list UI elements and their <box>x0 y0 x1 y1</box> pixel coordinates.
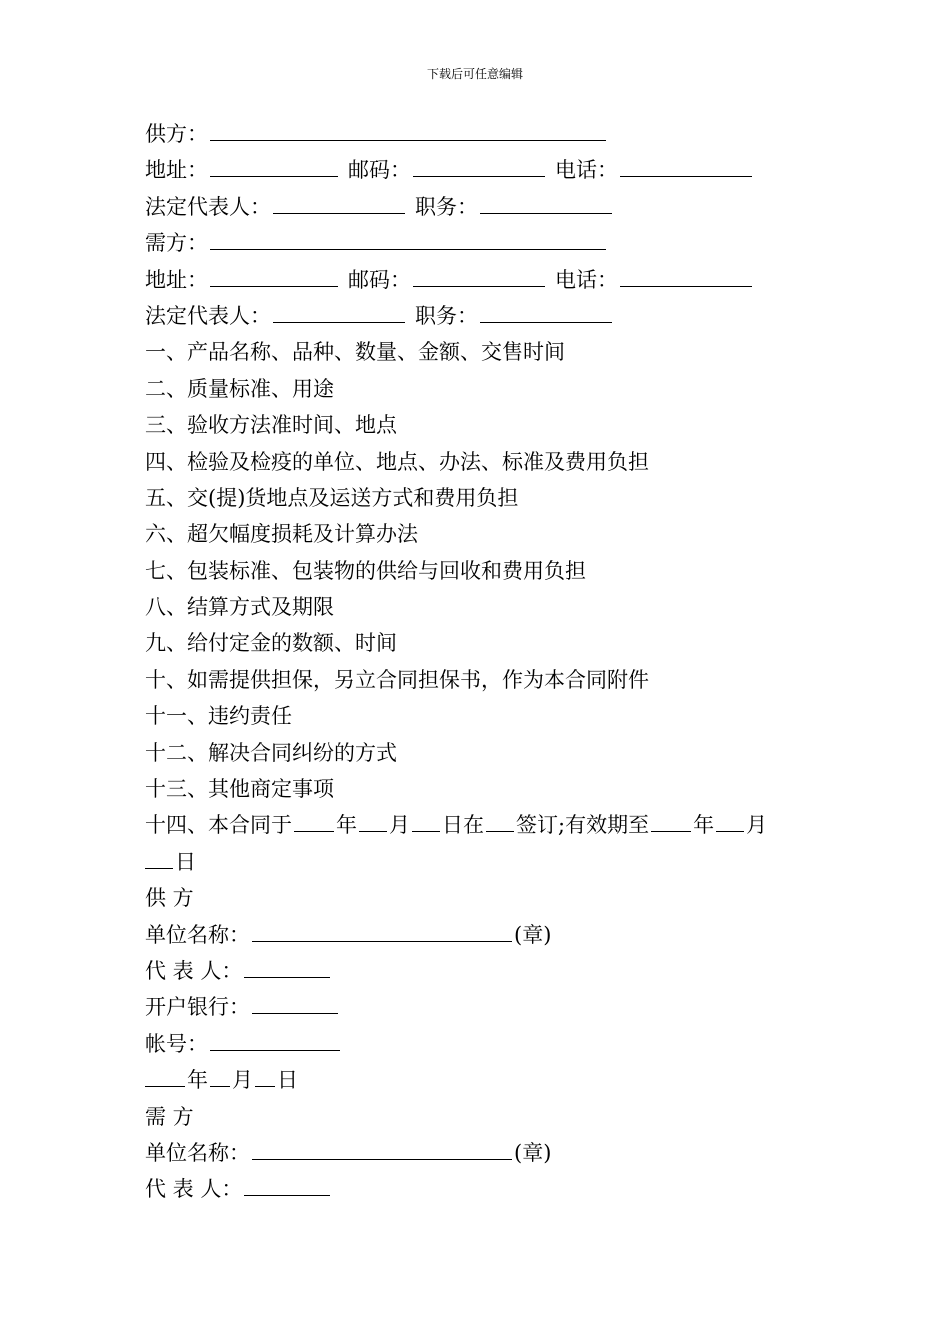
supplier-blank <box>210 118 606 141</box>
date-day-blank <box>255 1064 275 1087</box>
bank-blank <box>252 991 338 1014</box>
unit-blank <box>252 919 512 942</box>
expire-year-blank <box>651 809 691 832</box>
legal-rep-blank <box>273 300 405 323</box>
postcode-label: 邮码： <box>348 158 411 183</box>
legal-rep-label: 法定代表人： <box>145 194 271 219</box>
sign-year-blank <box>294 809 334 832</box>
supplier-contact-line <box>145 152 825 188</box>
phone-label: 电话： <box>555 267 618 292</box>
sign-month-blank <box>359 809 387 832</box>
rep-blank <box>244 1173 330 1196</box>
phone-label: 电话： <box>555 158 618 183</box>
supplier-bank-line: 开户银行： <box>145 989 825 1025</box>
postcode-blank <box>413 264 545 287</box>
sign-place-blank <box>486 809 514 832</box>
supplier-sign-title: 供 方 <box>145 886 194 911</box>
clause-3: 三、验收方法准时间、地点 <box>145 413 397 438</box>
clause-14-cont: 日 <box>145 844 825 880</box>
supplier-rep-sign-line: 代 表 人： <box>145 953 825 989</box>
date-month-blank <box>210 1064 230 1087</box>
clause-6: 六、超欠幅度损耗及计算办法 <box>145 522 418 547</box>
page-header: 下载后可任意编辑 <box>426 67 523 81</box>
address-label: 地址： <box>145 158 208 183</box>
sign-day-blank <box>412 809 440 832</box>
address-blank <box>210 264 338 287</box>
phone-blank <box>620 154 752 177</box>
clause-1: 一、产品名称、品种、数量、金额、交售时间 <box>145 340 565 365</box>
expire-month-blank <box>716 809 744 832</box>
supplier-date-line: 年 月 日 <box>145 1062 825 1098</box>
buyer-sign-title: 需 方 <box>145 1104 194 1129</box>
date-year-blank <box>145 1064 185 1087</box>
legal-rep-blank <box>273 191 405 214</box>
buyer-line <box>145 225 825 261</box>
address-label: 地址： <box>145 267 208 292</box>
clause-7: 七、包装标准、包装物的供给与回收和费用负担 <box>145 558 586 583</box>
legal-rep-label: 法定代表人： <box>145 303 271 328</box>
position-label: 职务： <box>415 194 478 219</box>
clause-13: 十三、其他商定事项 <box>145 777 334 802</box>
clause-5: 五、交(提)货地点及运送方式和费用负担 <box>145 485 519 510</box>
contract-body <box>145 116 825 1208</box>
seal-label: (章) <box>514 922 552 947</box>
postcode-label: 邮码： <box>348 267 411 292</box>
position-label: 职务： <box>415 303 478 328</box>
buyer-rep-line <box>145 298 825 334</box>
expire-day-blank <box>145 846 173 869</box>
buyer-label: 需方： <box>145 231 208 256</box>
position-blank <box>480 191 612 214</box>
buyer-unit-line: 单位名称： (章) <box>145 1135 825 1171</box>
rep-blank <box>244 955 330 978</box>
seal-label: (章) <box>514 1140 552 1165</box>
address-blank <box>210 154 338 177</box>
supplier-unit-line: 单位名称： (章) <box>145 917 825 953</box>
clause-14: 十四、本合同于 年 月 日在 签订;有效期至 年 月 <box>145 807 825 843</box>
clause-11: 十一、违约责任 <box>145 704 292 729</box>
buyer-blank <box>210 227 606 250</box>
account-blank <box>210 1028 340 1051</box>
clause-8: 八、结算方式及期限 <box>145 595 334 620</box>
clause-12: 十二、解决合同纠纷的方式 <box>145 740 397 765</box>
clause-4: 四、检验及检疫的单位、地点、办法、标准及费用负担 <box>145 449 649 474</box>
clause-10: 十、如需提供担保，另立合同担保书，作为本合同附件 <box>145 667 649 692</box>
buyer-rep-sign-line: 代 表 人： <box>145 1171 825 1207</box>
position-blank <box>480 300 612 323</box>
clause-9: 九、给付定金的数额、时间 <box>145 631 397 656</box>
supplier-rep-line <box>145 189 825 225</box>
supplier-line <box>145 116 825 152</box>
phone-blank <box>620 264 752 287</box>
unit-blank <box>252 1137 512 1160</box>
buyer-contact-line <box>145 262 825 298</box>
supplier-account-line: 帐号： <box>145 1026 825 1062</box>
supplier-label: 供方： <box>145 122 208 146</box>
postcode-blank <box>413 154 545 177</box>
clause-2: 二、质量标准、用途 <box>145 376 334 401</box>
